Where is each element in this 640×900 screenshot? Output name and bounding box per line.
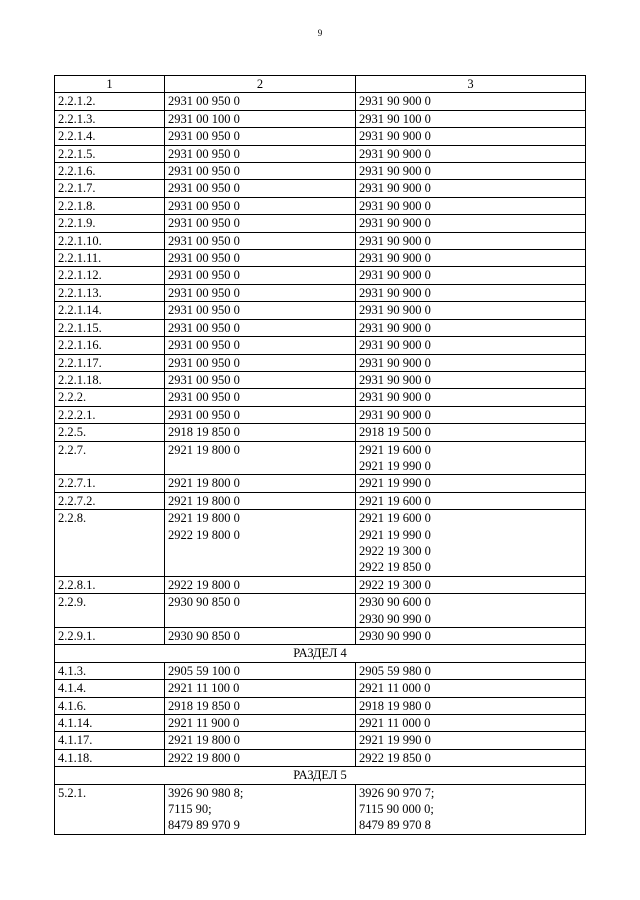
old-code-cell <box>165 662 356 679</box>
old-code-cell <box>165 215 356 232</box>
new-code-cell <box>356 697 586 714</box>
new-code: 2922 19 300 0 <box>359 543 431 558</box>
table-row <box>55 784 586 834</box>
old-code: 2931 00 950 0 <box>168 146 240 161</box>
clause-number: 2.2.1.6. <box>55 163 165 180</box>
new-code-cell <box>356 354 586 371</box>
table-row <box>55 680 586 697</box>
clause-number: 2.2.1.8. <box>55 197 165 214</box>
new-code-cell <box>356 749 586 766</box>
old-code-cell <box>165 163 356 180</box>
table-row <box>55 337 586 354</box>
new-code: 3926 90 970 7; <box>359 785 435 800</box>
new-code: 2931 90 100 0 <box>359 111 431 126</box>
new-code: 2931 90 900 0 <box>359 181 431 196</box>
header-col-1: 1 <box>55 76 165 93</box>
section-title: РАЗДЕЛ 5 <box>55 767 586 784</box>
old-code-cell <box>165 232 356 249</box>
new-code: 2931 90 900 0 <box>359 216 431 231</box>
new-code: 8479 89 970 8 <box>359 818 431 833</box>
table-row <box>55 215 586 232</box>
old-code: 2921 19 800 0 <box>168 476 240 491</box>
clause-number: 2.2.8.1. <box>55 576 165 593</box>
old-code: 2918 19 850 0 <box>168 698 240 713</box>
clause-number: 2.2.1.4. <box>55 128 165 145</box>
old-code: 2921 19 800 0 <box>168 493 240 508</box>
table-row <box>55 697 586 714</box>
old-code: 2931 00 950 0 <box>168 181 240 196</box>
old-code-cell <box>165 302 356 319</box>
new-code-cell <box>356 337 586 354</box>
table-row <box>55 163 586 180</box>
old-code: 2930 90 850 0 <box>168 629 240 643</box>
old-code: 2931 00 950 0 <box>168 303 240 318</box>
new-code-cell <box>356 784 586 834</box>
old-code: 7115 90; <box>168 802 212 817</box>
old-code-cell <box>165 475 356 492</box>
old-code: 2931 00 950 0 <box>168 407 240 422</box>
old-code: 2931 00 950 0 <box>168 320 240 335</box>
clause-number: 2.2.1.12. <box>55 267 165 284</box>
new-code: 2931 90 900 0 <box>359 320 431 335</box>
table-row <box>55 354 586 371</box>
old-code-cell <box>165 576 356 593</box>
table-row <box>55 284 586 301</box>
new-code: 2930 90 990 0 <box>359 629 431 643</box>
old-code-cell <box>165 406 356 423</box>
old-code: 2922 19 800 0 <box>168 750 240 765</box>
new-code: 2931 90 900 0 <box>359 407 431 422</box>
table-row <box>55 250 586 267</box>
clause-number: 2.2.2. <box>55 389 165 406</box>
new-code: 7115 90 000 0; <box>359 802 434 817</box>
clause-number: 4.1.6. <box>55 697 165 714</box>
table-row <box>55 715 586 732</box>
new-code-cell <box>356 163 586 180</box>
section-row <box>55 767 586 784</box>
page-number: 9 <box>317 28 323 38</box>
new-code-cell <box>356 319 586 336</box>
clause-number: 2.2.1.7. <box>55 180 165 197</box>
new-code: 2931 90 900 0 <box>359 285 431 300</box>
old-code-cell <box>165 197 356 214</box>
old-code: 2931 00 950 0 <box>168 198 240 213</box>
new-code-cell <box>356 250 586 267</box>
old-code: 8479 89 970 9 <box>168 818 240 833</box>
clause-number: 2.2.1.3. <box>55 110 165 127</box>
old-code-cell <box>165 784 356 834</box>
new-code-cell <box>356 576 586 593</box>
new-code: 2931 90 900 0 <box>359 355 431 370</box>
old-code: 2921 11 900 0 <box>168 716 240 731</box>
table-row <box>55 492 586 509</box>
table-row <box>55 110 586 127</box>
old-code: 2922 19 800 0 <box>168 577 240 592</box>
table-row <box>55 475 586 492</box>
old-code: 2931 00 950 0 <box>168 94 240 109</box>
clause-number: 2.2.5. <box>55 424 165 441</box>
old-code-cell <box>165 337 356 354</box>
old-code-cell <box>165 371 356 388</box>
clause-number: 2.2.1.11. <box>55 250 165 267</box>
new-code: 2931 90 900 0 <box>359 233 431 248</box>
table-row <box>55 749 586 766</box>
old-code: 2931 00 950 0 <box>168 268 240 283</box>
old-code-cell <box>165 510 356 577</box>
new-code: 2930 90 600 0 <box>359 595 431 610</box>
new-code-cell <box>356 284 586 301</box>
table-row <box>55 319 586 336</box>
new-code: 2921 11 000 0 <box>359 681 431 696</box>
new-code: 2922 19 850 0 <box>359 750 431 765</box>
old-code: 2931 00 950 0 <box>168 390 240 405</box>
old-code: 2931 00 950 0 <box>168 216 240 231</box>
new-code-cell <box>356 510 586 577</box>
new-code: 2921 19 990 0 <box>359 476 431 491</box>
table-row <box>55 197 586 214</box>
new-code-cell <box>356 715 586 732</box>
new-code: 2931 90 900 0 <box>359 303 431 318</box>
old-code: 2931 00 950 0 <box>168 372 240 387</box>
clause-number: 2.2.1.5. <box>55 145 165 162</box>
clause-number: 2.2.9.1. <box>55 628 165 645</box>
new-code-cell <box>356 197 586 214</box>
new-code: 2922 19 300 0 <box>359 577 431 592</box>
new-code: 2930 90 990 0 <box>359 611 431 626</box>
new-code-cell <box>356 302 586 319</box>
new-code: 2931 90 900 0 <box>359 164 431 179</box>
old-code-cell <box>165 389 356 406</box>
new-code-cell <box>356 680 586 697</box>
clause-number: 4.1.14. <box>55 715 165 732</box>
old-code-cell <box>165 715 356 732</box>
table-row <box>55 424 586 441</box>
old-code: 2931 00 950 0 <box>168 338 240 353</box>
table-row <box>55 371 586 388</box>
clause-number: 2.2.1.10. <box>55 232 165 249</box>
old-code: 2931 00 950 0 <box>168 233 240 248</box>
clause-number: 5.2.1. <box>55 784 165 834</box>
new-code: 2922 19 850 0 <box>359 560 431 575</box>
table-row <box>55 128 586 145</box>
new-code-cell <box>356 389 586 406</box>
new-code-cell <box>356 232 586 249</box>
old-code: 2931 00 950 0 <box>168 355 240 370</box>
table-row <box>55 510 586 577</box>
section-row <box>55 645 586 662</box>
new-code: 2918 19 500 0 <box>359 425 431 440</box>
new-code: 2931 90 900 0 <box>359 338 431 353</box>
clause-number: 2.2.1.9. <box>55 215 165 232</box>
table-row <box>55 389 586 406</box>
new-code: 2931 90 900 0 <box>359 268 431 283</box>
section-title: РАЗДЕЛ 4 <box>55 645 586 662</box>
new-code: 2931 90 900 0 <box>359 146 431 161</box>
old-code-cell <box>165 594 356 628</box>
new-code-cell <box>356 475 586 492</box>
old-code-cell <box>165 267 356 284</box>
code-table <box>54 75 586 835</box>
new-code-cell <box>356 406 586 423</box>
old-code: 2922 19 800 0 <box>168 527 240 542</box>
new-code-cell <box>356 215 586 232</box>
new-code-cell <box>356 110 586 127</box>
new-code: 2921 19 600 0 <box>359 493 431 508</box>
clause-number: 2.2.7. <box>55 441 165 475</box>
clause-number: 2.2.9. <box>55 594 165 628</box>
new-code-cell <box>356 267 586 284</box>
new-code: 2931 90 900 0 <box>359 198 431 213</box>
new-code: 2931 90 900 0 <box>359 390 431 405</box>
new-code: 2921 11 000 0 <box>359 716 431 731</box>
old-code-cell <box>165 110 356 127</box>
new-code-cell <box>356 93 586 110</box>
old-code-cell <box>165 145 356 162</box>
old-code-cell <box>165 680 356 697</box>
new-code-cell <box>356 732 586 749</box>
header-col-2: 2 <box>165 76 356 93</box>
old-code: 2921 11 100 0 <box>168 681 240 696</box>
new-code: 2921 19 990 0 <box>359 733 431 748</box>
table-row <box>55 93 586 110</box>
new-code-cell <box>356 628 586 645</box>
old-code-cell <box>165 424 356 441</box>
old-code: 2931 00 950 0 <box>168 129 240 144</box>
old-code: 2931 00 950 0 <box>168 285 240 300</box>
table-row <box>55 232 586 249</box>
clause-number: 4.1.3. <box>55 662 165 679</box>
new-code: 2931 90 900 0 <box>359 372 431 387</box>
new-code: 2921 19 600 0 <box>359 511 431 526</box>
old-code: 2931 00 950 0 <box>168 251 240 266</box>
old-code: 2905 59 100 0 <box>168 663 240 678</box>
clause-number: 2.2.2.1. <box>55 406 165 423</box>
table-row <box>55 628 586 645</box>
table-header-row <box>55 76 586 93</box>
old-code: 2921 19 800 0 <box>168 733 240 748</box>
new-code-cell <box>356 662 586 679</box>
old-code: 2921 19 800 0 <box>168 442 240 457</box>
old-code-cell <box>165 732 356 749</box>
new-code: 2918 19 980 0 <box>359 698 431 713</box>
table-row <box>55 180 586 197</box>
new-code-cell <box>356 441 586 475</box>
old-code-cell <box>165 319 356 336</box>
table-row <box>55 267 586 284</box>
clause-number: 4.1.17. <box>55 732 165 749</box>
clause-number: 4.1.4. <box>55 680 165 697</box>
new-code-cell <box>356 594 586 628</box>
table-body <box>55 93 586 834</box>
new-code-cell <box>356 180 586 197</box>
old-code-cell <box>165 697 356 714</box>
new-code: 2921 19 990 0 <box>359 458 431 473</box>
new-code-cell <box>356 145 586 162</box>
clause-number: 2.2.1.17. <box>55 354 165 371</box>
new-code: 2905 59 980 0 <box>359 663 431 678</box>
old-code: 2921 19 800 0 <box>168 511 240 526</box>
clause-number: 2.2.7.2. <box>55 492 165 509</box>
clause-number: 2.2.1.15. <box>55 319 165 336</box>
table-row <box>55 441 586 475</box>
table-row <box>55 145 586 162</box>
old-code-cell <box>165 749 356 766</box>
old-code-cell <box>165 628 356 645</box>
new-code-cell <box>356 371 586 388</box>
new-code: 2921 19 600 0 <box>359 442 431 457</box>
header-col-3: 3 <box>356 76 586 93</box>
old-code-cell <box>165 354 356 371</box>
old-code-cell <box>165 284 356 301</box>
new-code: 2931 90 900 0 <box>359 251 431 266</box>
clause-number: 2.2.1.16. <box>55 337 165 354</box>
new-code: 2921 19 990 0 <box>359 527 431 542</box>
clause-number: 2.2.1.2. <box>55 93 165 110</box>
new-code-cell <box>356 424 586 441</box>
old-code: 2918 19 850 0 <box>168 425 240 440</box>
old-code-cell <box>165 128 356 145</box>
table-row <box>55 662 586 679</box>
table-row <box>55 594 586 628</box>
table-row <box>55 406 586 423</box>
table-row <box>55 576 586 593</box>
old-code-cell <box>165 93 356 110</box>
new-code: 2931 90 900 0 <box>359 94 431 109</box>
old-code: 2931 00 100 0 <box>168 111 240 126</box>
clause-number: 2.2.1.14. <box>55 302 165 319</box>
clause-number: 2.2.1.13. <box>55 284 165 301</box>
new-code: 2931 90 900 0 <box>359 129 431 144</box>
table-row <box>55 302 586 319</box>
old-code-cell <box>165 180 356 197</box>
old-code-cell <box>165 441 356 475</box>
old-code-cell <box>165 492 356 509</box>
table-row <box>55 732 586 749</box>
new-code-cell <box>356 128 586 145</box>
old-code: 2931 00 950 0 <box>168 164 240 179</box>
old-code-cell <box>165 250 356 267</box>
old-code: 3926 90 980 8; <box>168 785 244 800</box>
old-code: 2930 90 850 0 <box>168 595 240 610</box>
clause-number: 2.2.7.1. <box>55 475 165 492</box>
clause-number: 2.2.1.18. <box>55 371 165 388</box>
clause-number: 2.2.8. <box>55 510 165 577</box>
clause-number: 4.1.18. <box>55 749 165 766</box>
new-code-cell <box>356 492 586 509</box>
